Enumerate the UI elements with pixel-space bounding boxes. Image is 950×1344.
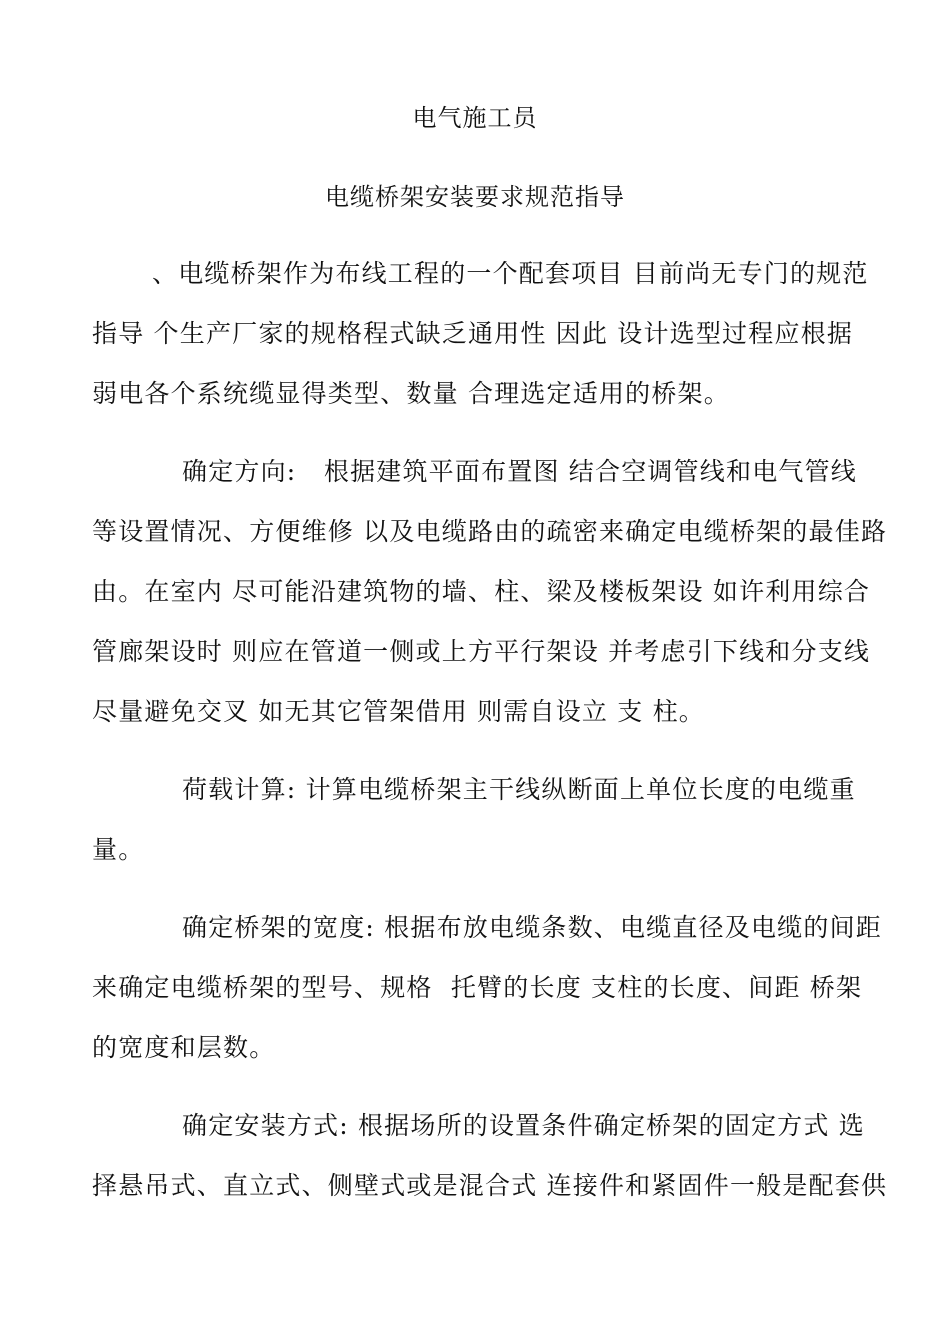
- paragraph-2-line-1: 确定方向: 根据建筑平面布置图 结合空调管线和电气管线: [182, 457, 858, 486]
- paragraph-2-line-2: 等设置情况、方便维修 以及电缆路由的疏密来确定电缆桥架的最佳路: [92, 517, 888, 546]
- paragraph-3-line-1: 荷载计算: 计算电缆桥架主干线纵断面上单位长度的电缆重: [182, 775, 856, 804]
- paragraph-3-line-2: 量。: [92, 835, 145, 864]
- document-subtitle: 电缆桥架安装要求规范指导: [325, 183, 625, 211]
- paragraph-4-line-2: 来确定电缆桥架的型号、规格 托臂的长度 支柱的长度、间距 桥架: [92, 973, 863, 1002]
- paragraph-1-line-3: 弱电各个系统缆显得类型、数量 合理选定适用的桥架。: [92, 379, 730, 408]
- document-title: 电气施工员: [412, 104, 538, 132]
- paragraph-2-line-5: 尽量避免交叉 如无其它管架借用 则需自设立 支 柱。: [92, 697, 705, 726]
- paragraph-1-line-1: 、电缆桥架作为布线工程的一个配套项目 目前尚无专门的规范: [152, 259, 869, 288]
- paragraph-1-line-2: 指导 个生产厂家的规格程式缺乏通用性 因此 设计选型过程应根据: [92, 319, 854, 348]
- paragraph-4-line-3: 的宽度和层数。: [92, 1033, 276, 1062]
- paragraph-4-line-1: 确定桥架的宽度: 根据布放电缆条数、电缆直径及电缆的间距: [182, 913, 882, 942]
- paragraph-2-line-4: 管廊架设时 则应在管道一侧或上方平行架设 并考虑引下线和分支线: [92, 637, 871, 666]
- paragraph-2-line-3: 由。在室内 尽可能沿建筑物的墙、柱、梁及楼板架设 如许利用综合: [92, 577, 871, 606]
- paragraph-5-line-2: 择悬吊式、直立式、侧壁式或是混合式 连接件和紧固件一般是配套供: [92, 1171, 888, 1200]
- paragraph-5-line-1: 确定安装方式: 根据场所的设置条件确定桥架的固定方式 选: [182, 1111, 865, 1140]
